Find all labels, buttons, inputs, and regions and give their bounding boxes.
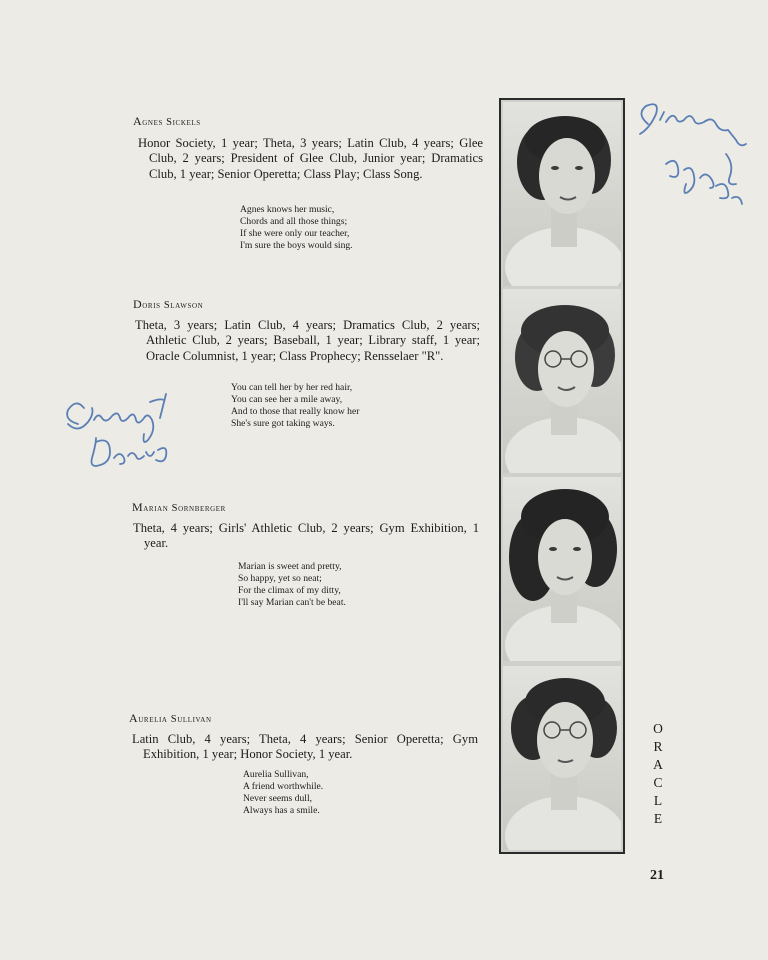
sidebar-letter: O: [653, 721, 663, 736]
poem-line: Aurelia Sullivan,: [243, 769, 309, 780]
portrait-aurelia-sullivan: [503, 666, 621, 850]
poem-line: And to those that really know her: [231, 406, 360, 418]
handwritten-signature-greetings-doris: [54, 380, 194, 484]
student-activities-3: Theta, 4 years; Girls' Athletic Club, 2 years; Gym Exhibition, 1 year.: [133, 521, 479, 551]
handwritten-signature-sincerely-agnes: [626, 84, 766, 234]
poem-line: You can tell her by her red hair,: [231, 382, 353, 393]
portrait-marian-sornberger: [503, 477, 621, 661]
student-activities-4: Latin Club, 4 years; Theta, 4 years; Senior Operetta; Gym Exhibition, 1 year; Honor Society, 1 year.: [132, 732, 478, 762]
poem-line: If she were only our teacher,: [240, 228, 350, 240]
student-poem-1: [240, 204, 353, 252]
sidebar-letter: E: [653, 811, 663, 826]
poem-line: I'll say Marian can't be beat.: [238, 597, 346, 609]
poem-line: She's sure got taking ways.: [231, 418, 335, 430]
student-name-1: Agnes Sickels: [133, 114, 201, 128]
poem-line: For the climax of my ditty,: [238, 585, 341, 597]
poem-line: Marian is sweet and pretty,: [238, 561, 342, 572]
student-poem-4: [243, 769, 323, 817]
student-activities-2: Theta, 3 years; Latin Club, 4 years; Dramatics Club, 2 years; Athletic Club, 2 years; Baseball, 1 year; Library staff, 1 year; Oracle Columnist, 1 year; Class Prophecy; Rensselaer "R".: [135, 318, 480, 363]
poem-line: Always has a smile.: [243, 805, 320, 817]
poem-line: Chords and all those things;: [240, 216, 348, 228]
poem-line: You can see her a mile away,: [231, 394, 343, 406]
poem-line: Never seems dull,: [243, 793, 313, 805]
page-number: 21: [650, 868, 664, 883]
student-name-4: Aurelia Sullivan: [129, 711, 212, 725]
poem-line: A friend worthwhile.: [243, 781, 324, 793]
student-name-2: Doris Slawson: [133, 297, 204, 311]
poem-line: So happy, yet so neat;: [238, 573, 322, 585]
sidebar-letter: L: [653, 793, 663, 808]
student-poem-2: [231, 382, 359, 430]
poem-line: I'm sure the boys would sing.: [240, 240, 353, 252]
sidebar-letter: C: [653, 775, 663, 790]
student-name-3: Marian Sornberger: [132, 500, 226, 514]
portrait-agnes-sickels: [503, 102, 621, 286]
student-activities-1: Honor Society, 1 year; Theta, 3 years; Latin Club, 4 years; Glee Club, 2 years; President of Glee Club, Junior year; Dramatics Club, 1 year; Senior Operetta; Class Play; Class Song.: [138, 136, 483, 181]
poem-line: Agnes knows her music,: [240, 204, 335, 215]
sidebar-letter: A: [653, 757, 663, 772]
portrait-doris-slawson: [503, 289, 621, 473]
student-poem-3: [238, 561, 346, 609]
sidebar-title-oracle: [648, 720, 668, 828]
sidebar-letter: R: [653, 739, 663, 754]
portrait-strip: [499, 98, 625, 854]
